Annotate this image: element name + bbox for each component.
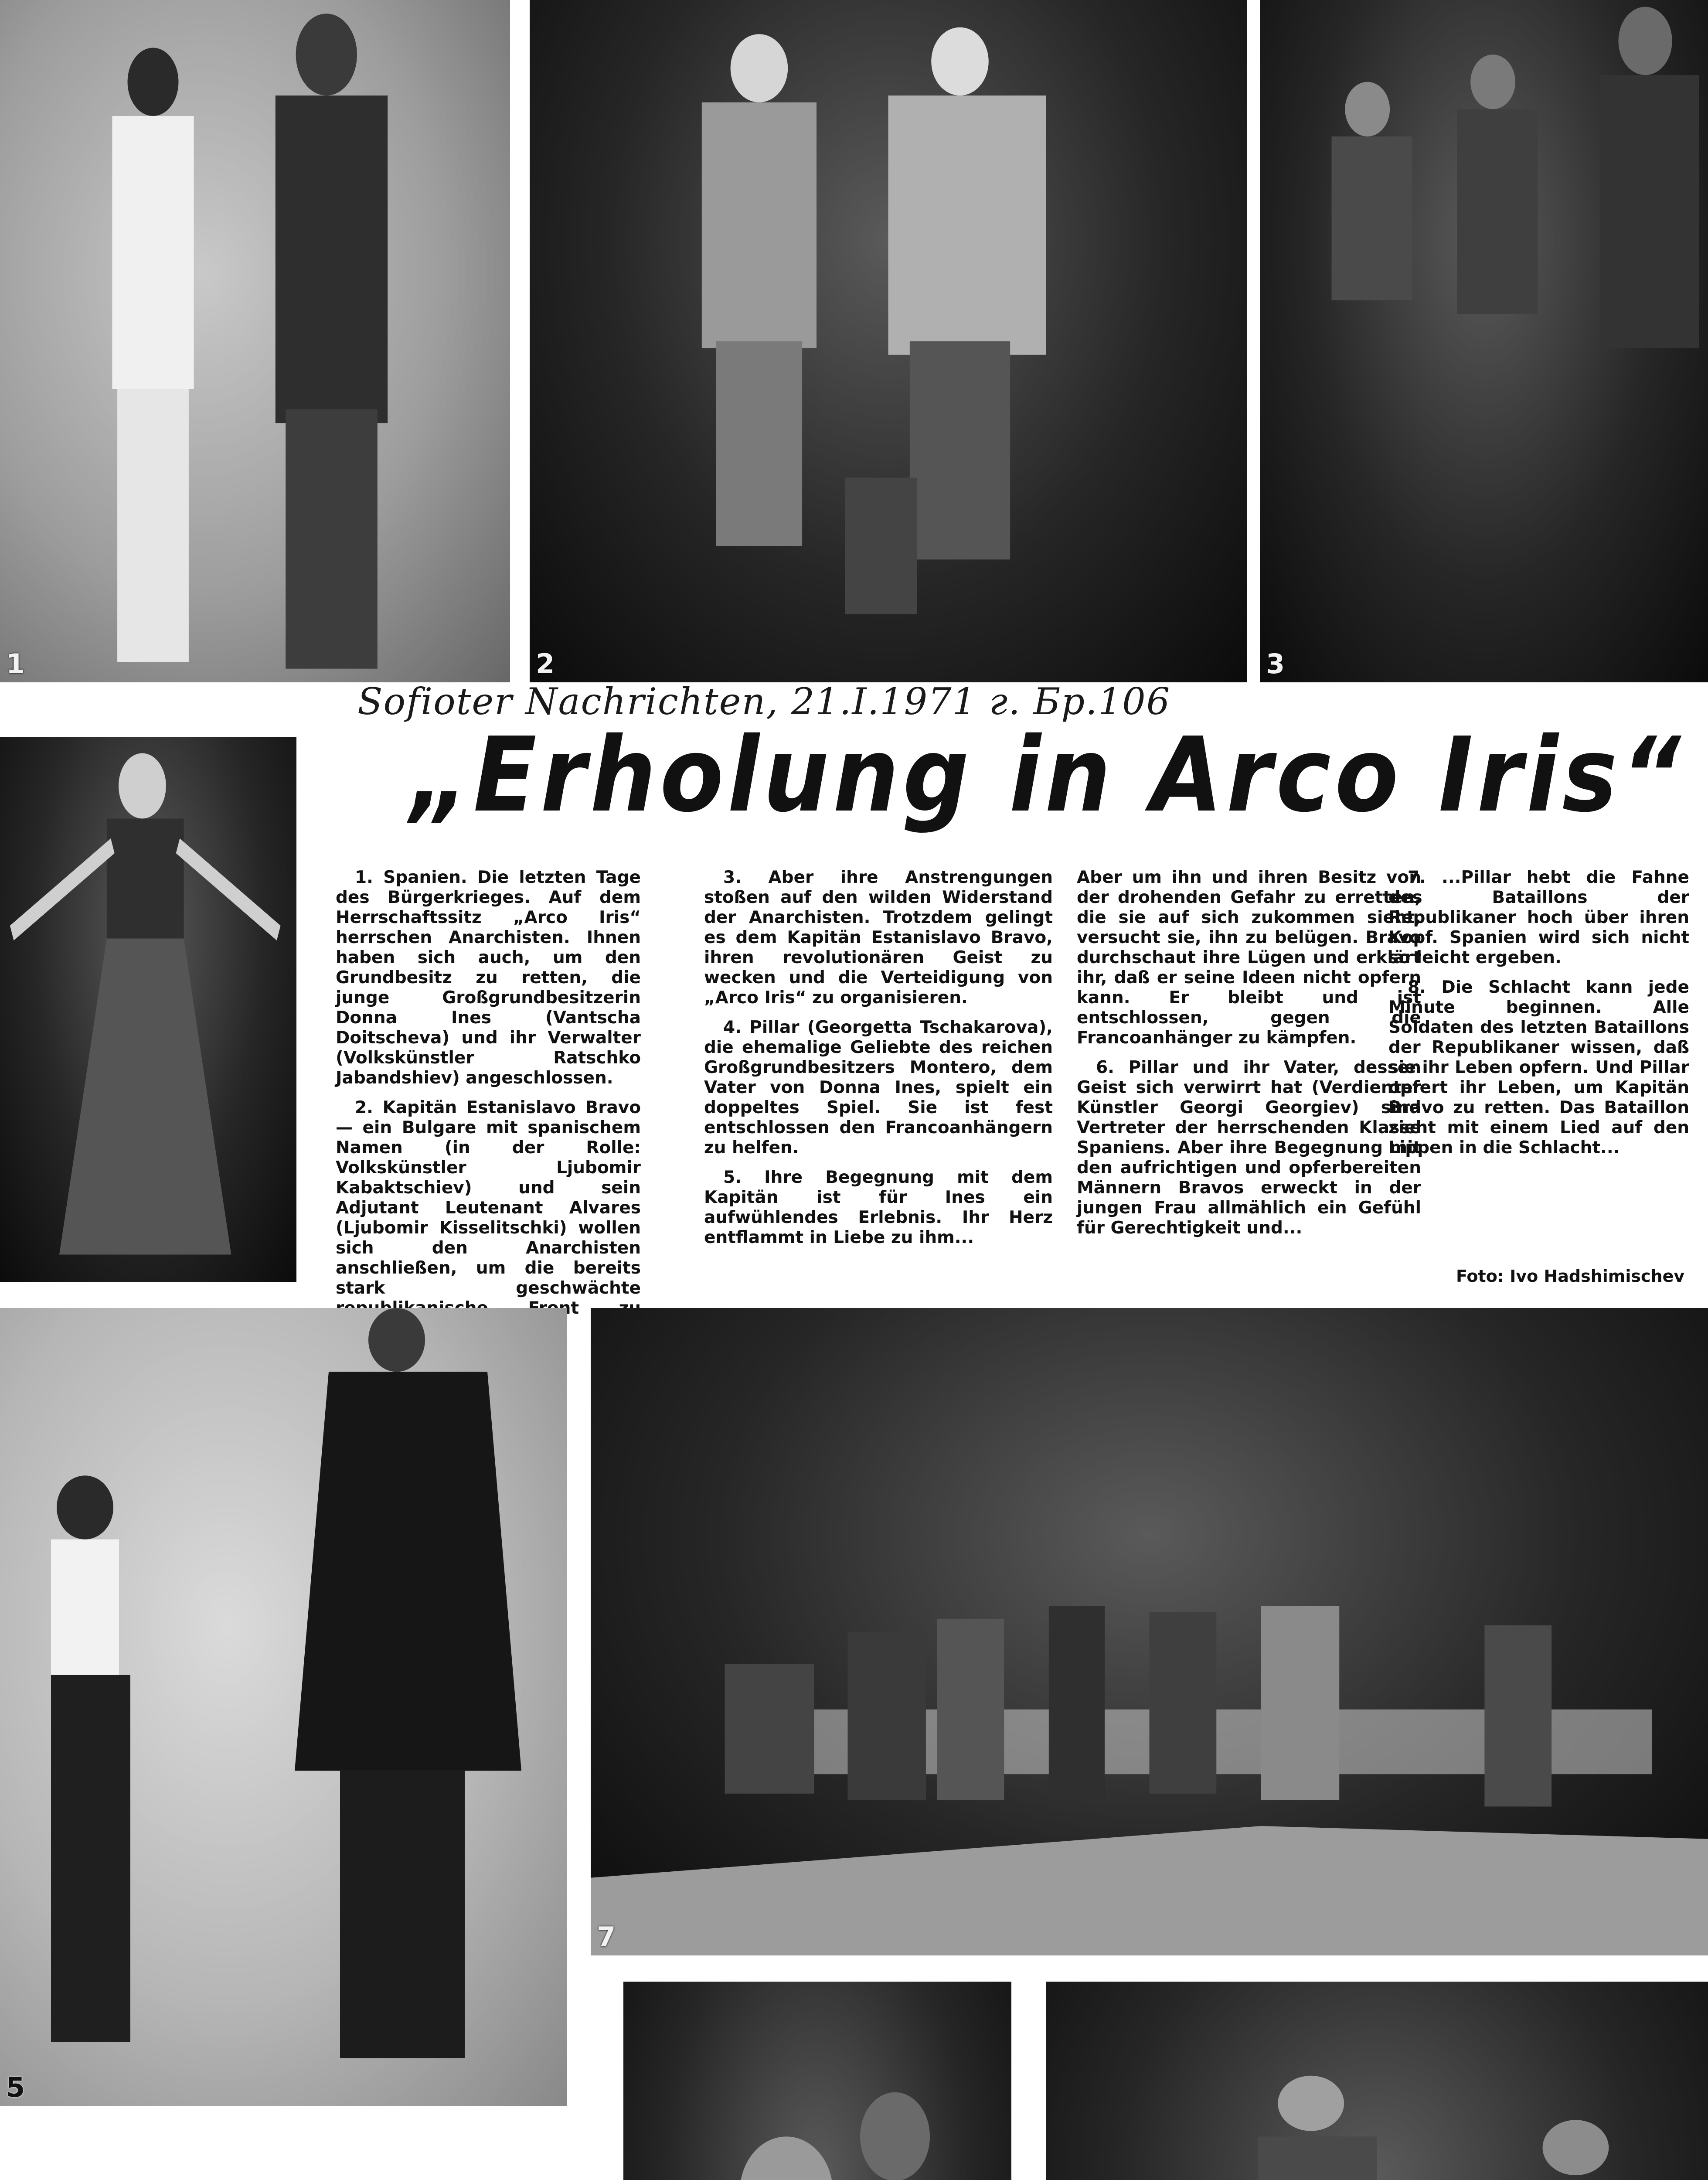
paragraph-5-continued: Aber um ihn und ihren Besitz von der drohenden Gefahr zu erretten, die sie auf sich zukommen sieht, versucht sie, ihn zu belügen. Bravo durchschaut ihre Lügen und erklärt ihr, daß er seine Ideen nicht opfern kann. Er bleibt und ist entschlossen, gegen die Francoanhänger zu kämpfen. — [1077, 868, 1421, 1048]
paragraph-8: 8. Die Schlacht kann jede Minute beginnen. Alle Soldaten des letzten Bataillons der Republikaner wissen, daß sie ihr Leben opfern. Und Pillar opfert ihr Leben, um Kapitän Bravo zu retten. Das Bataillon zieht mit einem Lied auf den Lippen in die Schlacht... — [1388, 978, 1689, 1158]
handwritten-note: Sofioter Nachrichten, 21.I.1971 г. Бр.106 — [357, 680, 1171, 723]
photo-5 — [0, 1308, 567, 2106]
photo-7-figures — [591, 1308, 1708, 1955]
photo-5-figures — [0, 1308, 567, 2106]
photo-2 — [530, 0, 1247, 682]
headline: „Erholung in Arco Iris“ — [410, 715, 1685, 835]
paragraph-3: 3. Aber ihre Anstrengungen stoßen auf den wilden Widerstand der Anarchisten. Trotzdem gelingt es dem Kapitän Estanislavo Bravo, ihren revolutionären Geist zu wecken und die Verteidigung von „Arco Iris“ zu organisieren. — [704, 868, 1053, 1008]
photo-8 — [1046, 1982, 1708, 2180]
paragraph-5: 5. Ihre Begegnung mit dem Kapitän ist für Ines ein aufwühlendes Erlebnis. Ihr Herz entflammt in Liebe zu ihm... — [704, 1168, 1053, 1247]
photo-6 — [623, 1982, 1011, 2180]
paragraph-1: 1. Spanien. Die letzten Tage des Bürgerkrieges. Auf dem Herrschaftssitz „Arco Iris“ herrschen Anarchisten. Ihnen haben sich auch, um den Grundbesitz zu retten, die junge Großgrundbesitzerin Donna Ines (Vantscha Doitscheva) und ihr Verwalter (Volkskünstler Ratschko Jabandshiev) angeschlossen. — [336, 868, 641, 1088]
photo-2-figures — [530, 0, 1247, 682]
photo-3-figures — [1260, 0, 1708, 682]
article-column-4 — [1388, 868, 1689, 1260]
photo-1 — [0, 0, 510, 682]
photo-4-figures — [0, 737, 296, 1282]
paragraph-2: 2. Kapitän Estanislavo Bravo — ein Bulgare mit spanischem Namen (in der Rolle: Volkskünstler Ljubomir Kabaktschiev) und sein Adjutant Leutenant Alvares (Ljubomir Kisselitschki) wollen sich den Anarchisten anschließen, um die bereits stark geschwächte — [336, 1098, 641, 1298]
article-column-3 — [1077, 868, 1421, 1299]
photo-4 — [0, 737, 296, 1282]
photo-3-number: 3 — [1266, 648, 1285, 680]
photo-credit: Foto: Ivo Hadshimischev — [1456, 1267, 1685, 1286]
paragraph-7: 7. ...Pillar hebt die Fahne des Bataillons der Republikaner hoch über ihren Kopf. Spanien wird sich nicht so leicht ergeben. — [1388, 868, 1689, 967]
paragraph-6: 6. Pillar und ihr Vater, dessen Geist sich verwirrt hat (Verdienter Künstler Georgi Georgiev) sind Vertreter der herrschenden Klasse Spaniens. Aber ihre Begegnung mit den aufrichtigen und opferbereiten Männern Bravos erweckt in der jungen Frau allmählich ein Gefühl für Gerechtigkeit und... — [1077, 1058, 1421, 1238]
article-column-1 — [336, 868, 641, 1299]
photo-3 — [1260, 0, 1708, 682]
photo-2-number: 2 — [536, 648, 555, 680]
article-column-2 — [704, 868, 1053, 1299]
photo-1-number: 1 — [6, 648, 25, 680]
photo-8-figures — [1046, 1982, 1708, 2180]
photo-1-figures — [0, 0, 510, 682]
photo-7 — [591, 1308, 1708, 1955]
paragraph-4: 4. Pillar (Georgetta Tschakarova), die ehemalige Geliebte des reichen Großgrundbesitzers Montero, dem Vater von Donna Ines, spielt ein doppeltes Spiel. Sie ist fest entschlossen den Francoanhängern zu helfen. — [704, 1018, 1053, 1158]
photo-7-number: 7 — [597, 1921, 616, 1953]
photo-5-number: 5 — [6, 2071, 25, 2103]
photo-6-figures — [623, 1982, 1011, 2180]
